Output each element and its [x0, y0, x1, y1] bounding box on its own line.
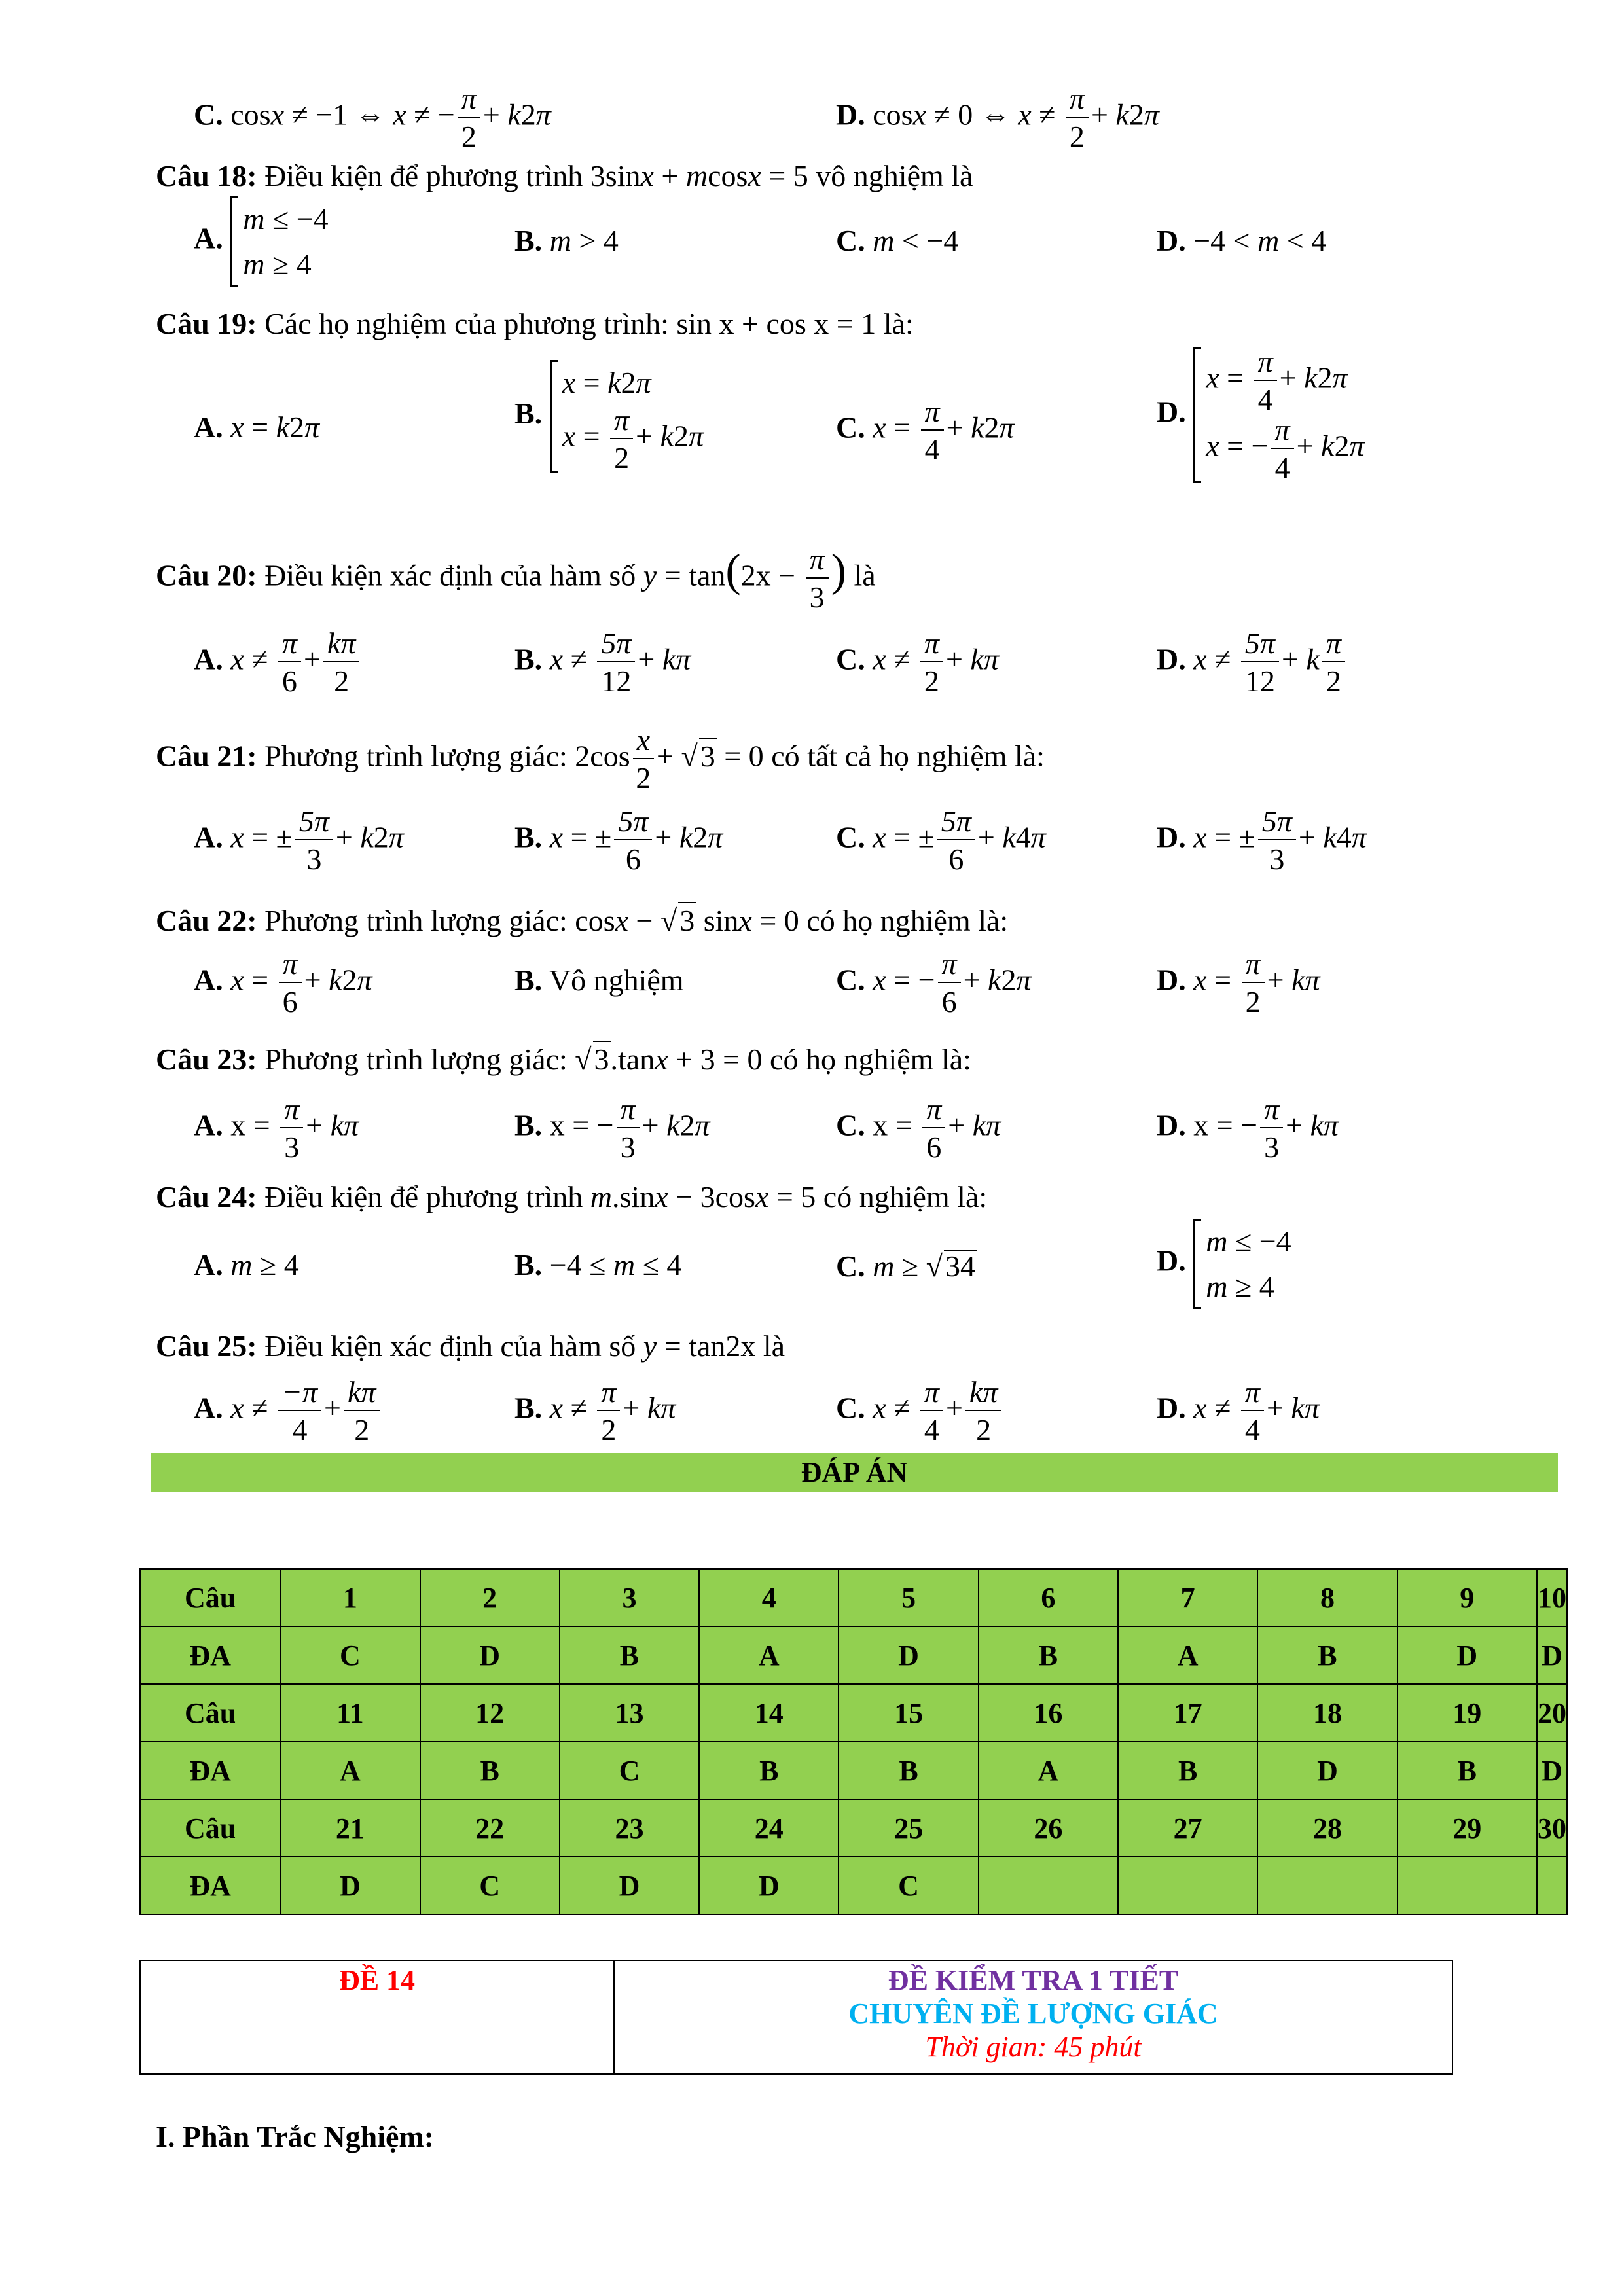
answer-cell: B [420, 1742, 560, 1799]
answer-cell: A [280, 1742, 420, 1799]
question-label: Câu 25: [156, 1329, 257, 1363]
question-text: Điều kiện xác định của hàm số [264, 558, 636, 592]
q23-option-b[interactable]: B. x = − $\frac{\pi}{3}$ + k2π [514, 1092, 710, 1164]
option-label: D. [836, 98, 865, 132]
option-label: C. [836, 1108, 865, 1142]
answer-cell: D [420, 1626, 560, 1684]
option-label: D. [1157, 1244, 1186, 1278]
exam-subtitle: CHUYÊN ĐỀ LƯỢNG GIÁC [848, 1998, 1218, 2030]
q21-option-d[interactable]: D. x = ± $\frac{5\pi}{3}$ + k4π [1157, 804, 1367, 876]
q24-option-d[interactable]: D. m ≤ −4 m ≥ 4 [1157, 1219, 1291, 1309]
answer-row [140, 1742, 1567, 1799]
answer-cell: D [560, 1857, 699, 1914]
answer-cell: A [699, 1626, 839, 1684]
question-label: Câu 21: [156, 739, 257, 773]
option-text: Vô nghiệm [549, 963, 684, 997]
q19-option-a[interactable]: A. x = k2π [194, 410, 320, 444]
option-label: A. [194, 642, 223, 676]
q20-option-b[interactable]: B. x ≠ $\frac{5\pi}{12}$ + kπ [514, 626, 691, 698]
q20-option-c[interactable]: C. x ≠ $\frac{\pi}{2}$ + kπ [836, 626, 999, 698]
q22-question: Câu 22: Phương trình lượng giác: cosx − √3 sinx = 0 có họ nghiệm là: [156, 902, 1008, 938]
exam-header [139, 1960, 1453, 2075]
answer-cell: 18 [1257, 1684, 1397, 1742]
option-label: A. [194, 963, 223, 997]
answer-cell: B [839, 1742, 978, 1799]
q21-option-a[interactable]: A. x = ± $\frac{5\pi}{3}$ + k2π [194, 804, 404, 876]
answer-cell: 8 [1257, 1569, 1397, 1626]
question-tail: có họ nghiệm là: [806, 904, 1009, 937]
answer-cell: D [1257, 1742, 1397, 1799]
option-label: A. [194, 1108, 223, 1142]
answer-cell: 25 [839, 1799, 978, 1857]
question-tail: vô nghiệm là [816, 159, 973, 192]
q23-question: Câu 23: Phương trình lượng giác: √3.tanx + 3 = 0 có họ nghiệm là: [156, 1041, 971, 1077]
answer-cell: 5 [839, 1569, 978, 1626]
answer-cell: A [979, 1742, 1118, 1799]
option-label: A. [194, 221, 223, 255]
answer-cell: 26 [979, 1799, 1118, 1857]
answer-cell: 22 [420, 1799, 560, 1857]
q18-question: Câu 18: Điều kiện để phương trình 3sinx + mcosx = 5 vô nghiệm là [156, 159, 973, 192]
answer-row-header: ĐA [140, 1626, 280, 1684]
q24-option-a[interactable]: A. m ≥ 4 [194, 1248, 299, 1282]
answer-cell: 10 [1537, 1569, 1567, 1626]
answer-cell: 23 [560, 1799, 699, 1857]
answer-cell: 9 [1398, 1569, 1537, 1626]
question-text: Các họ nghiệm của phương trình: sin x + cos x = 1 là: [264, 307, 914, 340]
option-label: C. [836, 1249, 865, 1283]
answer-cell: 21 [280, 1799, 420, 1857]
answer-cell: D [1537, 1626, 1567, 1684]
option-label: C. [836, 820, 865, 854]
q23-option-a[interactable]: A. x = $\frac{\pi}{3}$ + kπ [194, 1092, 359, 1164]
q25-option-c[interactable]: C. x ≠ $\frac{\pi}{4}$ + $\frac{k\pi}{2}$ [836, 1377, 1004, 1445]
answer-cell: 24 [699, 1799, 839, 1857]
q23-option-d[interactable]: D. x = − $\frac{\pi}{3}$ + kπ [1157, 1092, 1339, 1164]
option-label: D. [1157, 1108, 1186, 1142]
q22-option-a[interactable]: A. x = $\frac{\pi}{6}$ + k2π [194, 947, 372, 1018]
q19-option-c[interactable]: C. x = $\frac{\pi}{4}$ + k2π [836, 395, 1015, 466]
section-heading: I. Phần Trắc Nghiệm: [156, 2120, 435, 2153]
answer-cell: 15 [839, 1684, 978, 1742]
q25-option-d[interactable]: D. x ≠ $\frac{\pi}{4}$ + kπ [1157, 1375, 1320, 1446]
option-label: B. [514, 1391, 543, 1425]
answer-cell: 6 [979, 1569, 1118, 1626]
question-tail: là [854, 558, 876, 592]
exam-time: Thời gian: 45 phút [925, 2031, 1142, 2063]
question-text: Phương trình lượng giác: [264, 1043, 568, 1076]
answer-cell: 17 [1118, 1684, 1257, 1742]
answer-cell: 13 [560, 1684, 699, 1742]
question-label: Câu 23: [156, 1043, 257, 1076]
q22-option-b[interactable] [514, 965, 684, 996]
q23-option-c[interactable]: C. x = $\frac{\pi}{6}$ + kπ [836, 1092, 1001, 1164]
answer-row-header: ĐA [140, 1857, 280, 1914]
option-label: B. [514, 642, 543, 676]
answer-cell: 28 [1257, 1799, 1397, 1857]
q19-option-d[interactable]: D. x = $\frac{\pi}{4}$ + k2π x = − $\frac{\pi}{4}$ + k2π [1157, 345, 1365, 484]
answer-cell: C [280, 1626, 420, 1684]
option-label: D. [1157, 642, 1186, 676]
q25-question: Câu 25: Điều kiện xác định của hàm số y = tan2x là [156, 1329, 785, 1363]
question-text: Phương trình lượng giác: [264, 904, 568, 937]
answer-cell [979, 1857, 1118, 1914]
option-label: D. [1157, 963, 1186, 997]
answer-cell: B [699, 1742, 839, 1799]
option-label: B. [514, 963, 543, 997]
option-label: D. [1157, 1391, 1186, 1425]
answer-cell [1398, 1857, 1537, 1914]
answer-row [140, 1684, 1567, 1742]
answer-cell: B [560, 1626, 699, 1684]
answer-cell: D [1398, 1626, 1537, 1684]
q17-option-c[interactable]: C. cosx ≠ −1 ⇔ x ≠ − $\frac{\pi}{2}$ + k2π [194, 82, 551, 153]
option-label: C. [836, 410, 865, 444]
answer-cell: C [839, 1857, 978, 1914]
answer-cell: 14 [699, 1684, 839, 1742]
q21-option-c[interactable]: C. x = ± $\frac{5\pi}{6}$ + k4π [836, 804, 1046, 876]
question-tail: có họ nghiệm là: [770, 1043, 971, 1076]
answer-row [140, 1857, 1567, 1914]
option-label: A. [194, 1248, 223, 1282]
question-label: Câu 18: [156, 159, 257, 192]
option-label: A. [194, 1391, 223, 1425]
answer-cell: 19 [1398, 1684, 1537, 1742]
answer-cell: 3 [560, 1569, 699, 1626]
q24-question: Câu 24: Điều kiện để phương trình m.sinx − 3cosx = 5 có nghiệm là: [156, 1180, 988, 1213]
q24-option-b[interactable]: B. −4 ≤ m ≤ 4 [514, 1248, 682, 1282]
answer-cell: A [1118, 1626, 1257, 1684]
q18-option-c[interactable]: C. m < −4 [836, 224, 959, 257]
answer-cell: B [1118, 1742, 1257, 1799]
q25-option-b[interactable]: B. x ≠ $\frac{\pi}{2}$ + kπ [514, 1375, 676, 1446]
option-label: B. [514, 1248, 543, 1282]
option-label: B. [514, 224, 543, 257]
answer-cell [1257, 1857, 1397, 1914]
answer-cell: 2 [420, 1569, 560, 1626]
q25-option-a[interactable]: A. x ≠ $\frac{-\pi}{4}$ + $\frac{k\pi}{2}$ [194, 1377, 382, 1445]
question-tail: có tất cả họ nghiệm là: [771, 739, 1045, 773]
question-text: Điều kiện để phương trình [264, 1180, 583, 1213]
answer-cell [1537, 1857, 1567, 1914]
option-label: C. [836, 1391, 865, 1425]
exam-title: ĐỀ KIỂM TRA 1 TIẾT [888, 1964, 1179, 1996]
answer-row-header: Câu [140, 1799, 280, 1857]
question-tail: là [763, 1329, 785, 1363]
answer-row [140, 1626, 1567, 1684]
answer-cell: B [1398, 1742, 1537, 1799]
q19-question [156, 306, 914, 341]
q18-option-a[interactable]: A. m ≤ −4 m ≥ 4 [194, 196, 329, 287]
q22-option-d[interactable]: D. x = $\frac{\pi}{2}$ + kπ [1157, 947, 1320, 1018]
q18-option-d[interactable]: D. −4 < m < 4 [1157, 224, 1327, 257]
answer-cell: 1 [280, 1569, 420, 1626]
answer-row-header: ĐA [140, 1742, 280, 1799]
question-text: Điều kiện để phương trình [264, 159, 583, 192]
q24-option-c[interactable]: C. m ≥ √34 [836, 1249, 975, 1283]
option-label: B. [514, 820, 543, 854]
option-label: A. [194, 820, 223, 854]
answer-cell: 12 [420, 1684, 560, 1742]
question-tail: có nghiệm là: [823, 1180, 988, 1213]
exam-code-cell [140, 1960, 614, 2074]
exam-title-cell [614, 1960, 1453, 2074]
answer-row-header: Câu [140, 1569, 280, 1626]
answer-cell: D [1537, 1742, 1567, 1799]
answer-cell: 11 [280, 1684, 420, 1742]
q18-option-b[interactable]: B. m > 4 [514, 224, 619, 257]
answer-cell: 16 [979, 1684, 1118, 1742]
option-label: B. [514, 397, 543, 431]
q21-question: Câu 21: Phương trình lượng giác: 2cos $\frac{x}{2}$ + √3 = 0 có tất cả họ nghiệm là: [156, 723, 1045, 795]
option-label: C. [836, 963, 865, 997]
answer-cell: 27 [1118, 1799, 1257, 1857]
answer-row-header: Câu [140, 1684, 280, 1742]
q17-option-d[interactable]: D. cosx ≠ 0 ⇔ x ≠ $\frac{\pi}{2}$ + k2π [836, 82, 1159, 153]
answer-table [139, 1568, 1568, 1915]
q20-option-a[interactable]: A. x ≠ $\frac{\pi}{6}$ + $\frac{k\pi}{2}$ [194, 628, 362, 696]
answer-cell: B [979, 1626, 1118, 1684]
answer-cell: 29 [1398, 1799, 1537, 1857]
answer-cell: D [699, 1857, 839, 1914]
answer-cell: 20 [1537, 1684, 1567, 1742]
q20-option-d[interactable]: D. x ≠ $\frac{5\pi}{12}$ + k $\frac{\pi}{2}$ [1157, 628, 1348, 696]
q20-question: Câu 20: Điều kiện xác định của hàm số y = tan(2x − $\frac{\pi}{3}$ ) là [156, 543, 876, 614]
answer-row [140, 1799, 1567, 1857]
answer-cell: D [280, 1857, 420, 1914]
answer-cell: 4 [699, 1569, 839, 1626]
exam-code: ĐỀ 14 [338, 1964, 416, 1996]
answer-cell: C [420, 1857, 560, 1914]
answer-cell [1118, 1857, 1257, 1914]
answer-cell: C [560, 1742, 699, 1799]
option-label: D. [1157, 395, 1186, 429]
option-label: A. [194, 410, 223, 444]
question-text: Điều kiện xác định của hàm số [264, 1329, 636, 1363]
answer-cell: 30 [1537, 1799, 1567, 1857]
option-label: C. [836, 224, 865, 257]
question-text: Phương trình lượng giác: [264, 739, 568, 773]
option-label: C. [836, 642, 865, 676]
option-label: B. [514, 1108, 543, 1142]
question-label: Câu 24: [156, 1180, 257, 1213]
question-label: Câu 22: [156, 904, 257, 937]
option-label: D. [1157, 224, 1186, 257]
answer-cell: B [1257, 1626, 1397, 1684]
question-label: Câu 19: [156, 307, 257, 340]
answer-cell: D [839, 1626, 978, 1684]
answer-title: ĐÁP ÁN [151, 1453, 1558, 1492]
q21-option-b[interactable]: B. x = ± $\frac{5\pi}{6}$ + k2π [514, 804, 723, 876]
question-label: Câu 20: [156, 558, 257, 592]
answer-cell: 7 [1118, 1569, 1257, 1626]
answer-row [140, 1569, 1567, 1626]
q22-option-c[interactable]: C. x = − $\frac{\pi}{6}$ + k2π [836, 947, 1032, 1018]
option-label: C. [194, 98, 223, 132]
q19-option-b[interactable]: B. x = k2π x = $\frac{\pi}{2}$ + k2π [514, 360, 704, 473]
option-label: D. [1157, 820, 1186, 854]
